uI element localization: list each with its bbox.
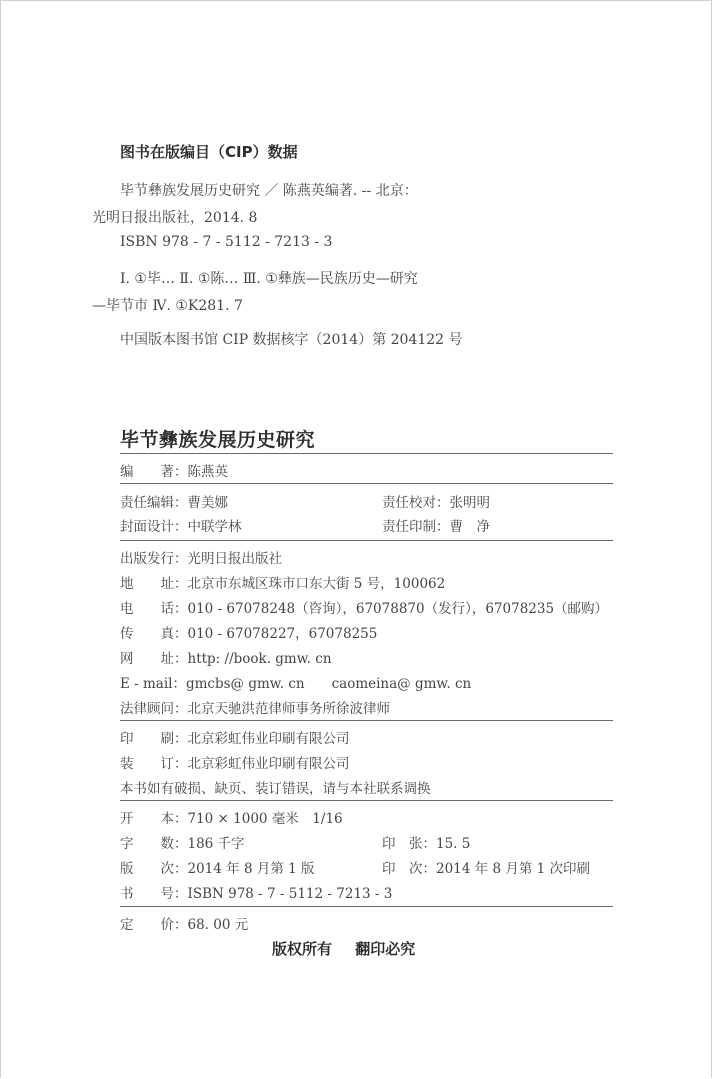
printer-label: 印 刷： (120, 731, 188, 747)
fax-row (120, 622, 377, 642)
proofreader-value: 张明明 (449, 495, 490, 511)
edition-label: 版 次： (120, 861, 188, 877)
legal-label: 法律顾问： (120, 701, 188, 717)
editor-value: 曹美娜 (187, 495, 228, 511)
sheets-label: 印 张： (382, 836, 436, 852)
cover-label: 封面设计： (120, 519, 188, 535)
website-label: 网 址： (120, 651, 188, 667)
price-value: 68. 00 元 (187, 917, 249, 933)
editor-label: 责任编辑： (120, 495, 188, 511)
isbn-label: 书 号： (120, 886, 188, 902)
isbn-value: ISBN 978 - 7 - 5112 - 7213 - 3 (187, 886, 393, 902)
website-row (120, 647, 332, 667)
copyright-notice: 版权所有 翻印必究 (272, 940, 416, 958)
legal-row (120, 697, 390, 717)
email-value: gmcbs@ gmw. cn caomeina@ gmw. cn (185, 676, 472, 692)
word-count-label: 字 数： (120, 836, 188, 852)
impression-row (382, 857, 590, 877)
cip-line-title: 毕节彝族发展历史研究 ／ 陈燕英编著. -- 北京： (120, 183, 418, 199)
price-row (120, 913, 248, 933)
impression-value: 2014 年 8 月第 1 次印刷 (436, 861, 590, 877)
sheets-row (382, 832, 470, 852)
format-label: 开 本： (120, 811, 188, 827)
print-duty-value: 曹 净 (449, 519, 490, 535)
author-label: 编 著： (120, 464, 188, 480)
cip-line-classification-cont: —毕节市 Ⅳ. ①K281. 7 (92, 298, 243, 314)
divider (120, 906, 613, 907)
format-row (120, 807, 343, 827)
publisher-value: 光明日报出版社 (187, 551, 282, 567)
divider (120, 720, 613, 721)
cip-line-publisher: 光明日报出版社，2014. 8 (92, 210, 258, 226)
price-label: 定 价： (120, 917, 188, 933)
cip-line-record: 中国版本图书馆 CIP 数据核字（2014）第 204122 号 (120, 332, 463, 348)
fax-value: 010 - 67078227，67078255 (187, 626, 378, 642)
word-count-row (120, 832, 245, 852)
publisher-row (120, 547, 282, 567)
publisher-label: 出版发行： (120, 551, 188, 567)
website-value: http: //book. gmw. cn (187, 651, 332, 667)
binder-row (120, 752, 350, 772)
address-value: 北京市东城区珠市口东大街 5 号，100062 (187, 576, 446, 592)
word-count-value: 186 千字 (187, 836, 245, 852)
printer-value: 北京彩虹伟业印刷有限公司 (187, 731, 350, 747)
printer-row (120, 727, 350, 747)
author-value: 陈燕英 (187, 464, 228, 480)
address-row (120, 572, 445, 592)
sheets-value: 15. 5 (436, 836, 471, 852)
edition-value: 2014 年 8 月第 1 版 (187, 861, 315, 877)
divider (120, 540, 613, 541)
edition-row (120, 857, 315, 877)
cover-row (120, 515, 242, 535)
print-duty-label: 责任印制： (382, 519, 450, 535)
phone-value: 010 - 67078248（咨询），67078870（发行），67078235（邮购） (187, 601, 609, 617)
email-row (120, 672, 471, 692)
email-label: E - mail： (120, 676, 186, 692)
book-title: 毕节彝族发展历史研究 (120, 429, 316, 451)
impression-label: 印 次： (382, 861, 436, 877)
binder-value: 北京彩虹伟业印刷有限公司 (187, 756, 350, 772)
cip-heading: 图书在版编目（CIP）数据 (120, 143, 298, 161)
isbn-row (120, 882, 392, 902)
phone-label: 电 话： (120, 601, 188, 617)
cip-line-isbn: ISBN 978 - 7 - 5112 - 7213 - 3 (120, 234, 333, 250)
return-notice: 本书如有破损、缺页、装订错误，请与本社联系调换 (120, 781, 431, 797)
address-label: 地 址： (120, 576, 188, 592)
cip-line-classification: Ⅰ. ①毕… Ⅱ. ①陈… Ⅲ. ①彝族—民族历史—研究 (120, 271, 418, 287)
divider (120, 453, 613, 454)
author-row (120, 460, 228, 480)
legal-value: 北京天驰洪范律师事务所徐波律师 (187, 701, 390, 717)
print-duty-row (382, 515, 490, 535)
fax-label: 传 真： (120, 626, 188, 642)
phone-row (120, 597, 608, 617)
binder-label: 装 订： (120, 756, 188, 772)
divider (120, 483, 613, 484)
editor-row (120, 491, 228, 511)
divider (120, 800, 613, 801)
format-value: 710 × 1000 毫米 1/16 (187, 811, 343, 827)
proofreader-label: 责任校对： (382, 495, 450, 511)
cover-value: 中联学林 (187, 519, 242, 535)
proofreader-row (382, 491, 490, 511)
